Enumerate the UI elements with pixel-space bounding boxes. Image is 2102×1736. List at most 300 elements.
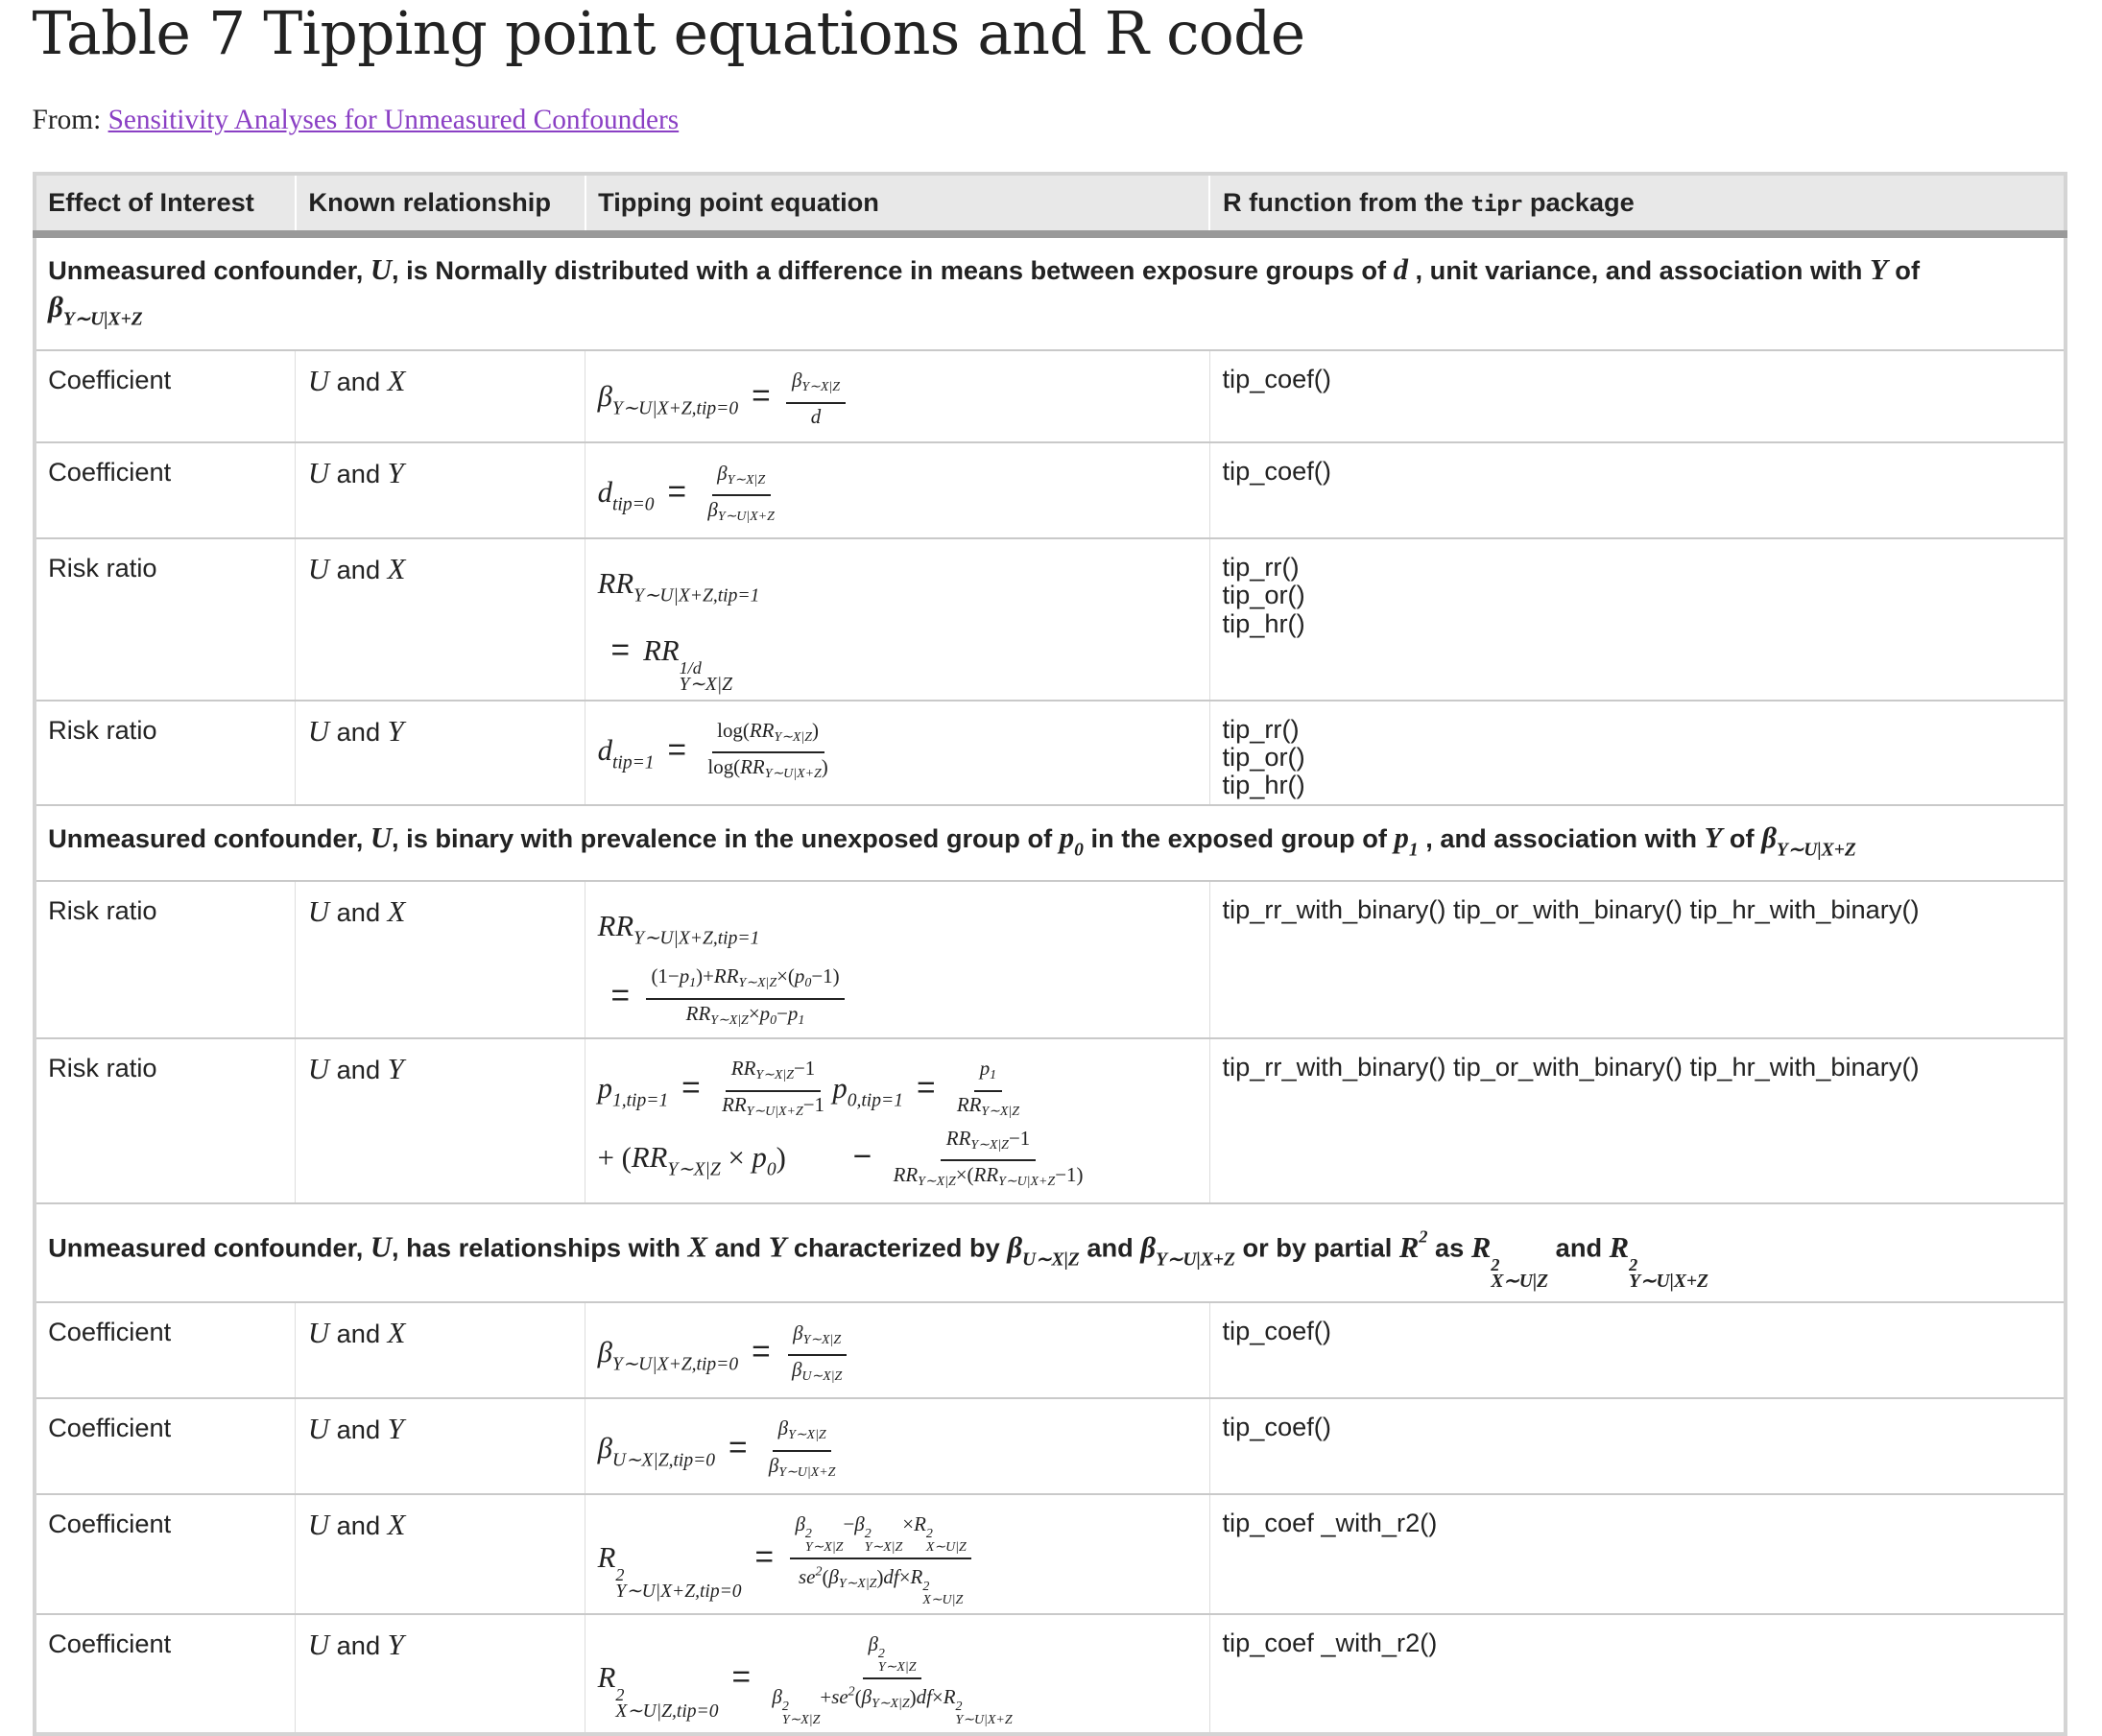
equation-cell [585, 1614, 1210, 1735]
numerator [726, 1058, 821, 1091]
math-base: β [1761, 821, 1777, 855]
subscript: Y∼X|Z [802, 1332, 842, 1347]
math-base: p [752, 1141, 767, 1175]
tipping-point-table [33, 172, 2067, 1736]
math-variable: U [307, 1052, 330, 1085]
r-function-name: tip_coef _with_r2() [1222, 1627, 1438, 1657]
text: and [329, 1319, 388, 1348]
sup-sub [878, 1648, 917, 1675]
denominator [763, 1452, 841, 1484]
superscript: 2 [815, 1564, 823, 1580]
equation-cell [585, 1302, 1210, 1398]
tipping-point-equation [598, 1058, 1198, 1198]
math-variable: Y [387, 457, 404, 490]
math-base: d [810, 405, 822, 429]
math-variable: U [370, 1230, 393, 1264]
math-variable: Y [387, 1628, 404, 1661]
subscript: Y∼X|Z [801, 380, 840, 395]
known-relationship-cell [296, 1038, 585, 1204]
math-text: × [898, 1565, 911, 1589]
math-base: R [597, 1661, 616, 1695]
math-symbol [759, 1001, 777, 1028]
sup-sub [922, 1581, 963, 1607]
math-variable: d [1393, 252, 1408, 286]
r-function-cell [1209, 1302, 2065, 1398]
math-symbol [752, 1141, 776, 1180]
math-operator: = [754, 1539, 775, 1576]
equation-cell [585, 1038, 1210, 1204]
math-variable: U [307, 894, 330, 928]
header-effect [35, 174, 296, 234]
math-symbol [883, 1567, 898, 1588]
tipping-point-equation [598, 558, 1198, 694]
denominator [703, 496, 780, 528]
math-variable: X [387, 1508, 406, 1541]
math-base: β [861, 1685, 872, 1708]
source-line [33, 105, 680, 136]
math-text: )+ [696, 964, 714, 988]
math-symbol [1394, 821, 1419, 861]
subscript: X∼U|Z [925, 1540, 967, 1556]
known-relationship-cell [296, 701, 585, 806]
math-base: p [787, 1001, 799, 1025]
math-symbol [793, 1320, 842, 1347]
subscript: 0 [1074, 840, 1084, 861]
subscript: X∼U|Z [922, 1593, 964, 1608]
text: , has relationships with [392, 1232, 688, 1263]
subscript: tip=1 [611, 751, 655, 773]
superscript: 2 [925, 1527, 933, 1542]
effect-cell: Coefficient [35, 1302, 296, 1398]
subscript: 1 [798, 1012, 805, 1028]
math-symbol [854, 1512, 903, 1556]
table-row [35, 442, 2066, 538]
math-operator: = [729, 1429, 748, 1465]
tipping-point-equation [598, 720, 1198, 790]
r-function-name: tip_coef _with_r2() [1222, 1507, 1438, 1537]
subscript: Y∼X|Z [872, 1697, 910, 1712]
math-symbol [48, 291, 143, 330]
math-symbol [597, 733, 655, 773]
table-row [35, 538, 2066, 701]
subscript: Y∼X|Z [755, 1068, 794, 1083]
math-symbol [768, 1453, 836, 1480]
math-text: + ( [597, 1141, 632, 1175]
math-base: β [793, 1320, 803, 1344]
r-function-name: tip_or() [1222, 580, 1305, 610]
math-variable: U [307, 364, 330, 397]
subscript: Y∼U|X+Z [955, 1712, 1013, 1727]
math-base: R [1609, 1230, 1630, 1264]
text: of [1722, 823, 1762, 854]
math-base: p [832, 1071, 848, 1105]
superscript: 2 [781, 1699, 789, 1714]
subscript: Y∼X|Z [970, 1138, 1009, 1153]
math-symbol [1007, 1230, 1080, 1270]
subscript: 1 [689, 976, 697, 991]
subscript: Y∼X|Z [804, 1540, 844, 1556]
text: and [329, 1629, 388, 1660]
math-text: ) [876, 1565, 884, 1589]
r-function-name: tip_coef() [1222, 456, 1331, 487]
subscript: 1 [990, 1068, 997, 1083]
math-symbol [749, 719, 813, 746]
math-symbol [943, 1685, 1013, 1727]
denominator [703, 753, 834, 785]
equation-cell [585, 442, 1210, 538]
math-base: RR [893, 1163, 919, 1187]
effect-cell: Coefficient [35, 442, 296, 538]
r-function-name: tip_rr_with_binary() tip_or_with_binary() tip_hr_with_binary() [1222, 1051, 1920, 1082]
sup-sub [926, 1528, 967, 1555]
superscript: 2 [877, 1647, 885, 1662]
math-symbol [956, 1093, 1019, 1120]
math-symbol [794, 964, 812, 991]
r-function-name: tip_rr() [1222, 713, 1300, 744]
text: and [707, 1232, 769, 1263]
math-variable: U [307, 1317, 330, 1349]
equation-cell [585, 1398, 1210, 1494]
math-operator: = [610, 977, 631, 1013]
math-variable: U [307, 1628, 330, 1661]
subscript: Y∼X|Z [738, 976, 777, 991]
math-variable: Y [768, 1230, 787, 1264]
tipping-point-equation [598, 463, 1198, 533]
math-base: β [1140, 1230, 1157, 1264]
math-symbol [597, 1336, 739, 1375]
math-variable: U [307, 1412, 330, 1445]
math-text: + [820, 1685, 832, 1708]
math-symbol [777, 1416, 826, 1443]
sup-sub [615, 1566, 741, 1601]
math-fraction [646, 965, 845, 1032]
sup-sub [956, 1700, 1013, 1727]
r-function-cell [1209, 701, 2065, 806]
math-base: β [597, 1431, 612, 1464]
subscript: 0 [770, 1012, 777, 1028]
math-variable: U [370, 252, 393, 286]
math-base: RR [685, 1001, 711, 1025]
subscript: 0 [766, 1159, 776, 1180]
r-function-cell [1209, 1398, 2065, 1494]
sup-sub [1629, 1256, 1708, 1291]
r-function-name: tip_coef() [1222, 363, 1331, 393]
denominator [888, 1161, 1088, 1193]
section-description [35, 234, 2066, 350]
math-operator: = [667, 474, 687, 511]
math-base: p [794, 964, 805, 988]
math-text: ( [854, 1685, 862, 1708]
table-row [35, 1614, 2066, 1735]
section-row [35, 1203, 2066, 1302]
section-row [35, 234, 2066, 350]
r-function-cell [1209, 1494, 2065, 1614]
math-base: RR [597, 567, 634, 601]
text: and [1079, 1232, 1141, 1263]
superscript: 2 [922, 1580, 930, 1595]
math-base: β [48, 291, 63, 324]
math-symbol [795, 1512, 844, 1556]
math-fraction [703, 463, 780, 529]
math-base: p [597, 1071, 612, 1105]
math-text: log( [717, 719, 750, 743]
math-symbol [713, 964, 777, 991]
effect-cell: Coefficient [35, 350, 296, 442]
text: , is Normally distributed with a difference in means between exposure groups of [392, 254, 1394, 285]
subscript: Y∼U|X+Z,tip=1 [633, 928, 760, 949]
math-symbol [597, 567, 760, 606]
subscript: tip=0 [611, 494, 655, 515]
math-variable: U [307, 552, 330, 585]
subscript: Y∼U|X+Z [746, 1105, 803, 1120]
numerator [788, 1322, 847, 1356]
numerator [786, 369, 845, 403]
numerator [773, 1417, 831, 1451]
math-text: ) [812, 719, 820, 743]
math-symbol [973, 1163, 1056, 1190]
math-text: ) [909, 1685, 917, 1708]
table-row [35, 1038, 2066, 1204]
math-symbol [1609, 1230, 1708, 1292]
numerator [974, 1058, 1002, 1091]
text: Unmeasured confounder, [48, 823, 370, 854]
r-function-name: tip_coef() [1222, 1411, 1331, 1441]
text: package [1522, 187, 1635, 218]
math-symbol [791, 1357, 843, 1384]
header-known-relationship [296, 174, 585, 234]
text: in the exposed group of [1083, 823, 1395, 854]
math-base: RR [740, 755, 765, 779]
math-base: d [597, 733, 612, 767]
math-base: β [1007, 1230, 1023, 1264]
math-symbol [597, 476, 655, 515]
r-function-cell [1209, 1614, 2065, 1735]
subscript: X∼U|Z [1491, 1271, 1549, 1292]
equation-cell [585, 1494, 1210, 1614]
math-symbol [811, 407, 821, 428]
text: Tipping point equation [598, 187, 879, 218]
subscript: 1,tip=1 [611, 1090, 669, 1111]
math-variable: U [370, 821, 393, 855]
math-text: (1− [651, 964, 680, 988]
math-base: df [883, 1565, 899, 1589]
text: characterized by [786, 1232, 1008, 1263]
math-variable: X [387, 894, 406, 928]
from-label: From: [32, 104, 108, 135]
tipping-point-equation [598, 1417, 1198, 1487]
math-variable: X [687, 1230, 708, 1264]
denominator [716, 1092, 829, 1124]
section-row [35, 805, 2066, 881]
superscript: 2 [1629, 1254, 1638, 1274]
table-row [35, 701, 2066, 806]
effect-cell: Risk ratio [35, 538, 296, 701]
effect-cell: Coefficient [35, 1614, 296, 1735]
text: and [329, 1510, 388, 1540]
source-article-link[interactable]: Sensitivity Analyses for Unmeasured Confounders [107, 104, 680, 135]
math-base: β [777, 1416, 789, 1440]
math-variable: X [387, 552, 406, 585]
table-row [35, 1398, 2066, 1494]
r-function-name: tip_rr_with_binary() tip_or_with_binary() tip_hr_with_binary() [1222, 893, 1920, 924]
r-function-name: tip_or() [1222, 741, 1305, 772]
numerator [790, 1513, 972, 1559]
section-description [35, 805, 2066, 881]
math-fraction [888, 1128, 1088, 1194]
math-base: RR [730, 1057, 756, 1081]
known-relationship-cell [296, 1398, 585, 1494]
text: , is binary with prevalence in the unexposed group of [392, 823, 1060, 854]
math-fraction [703, 720, 834, 786]
math-base: β [717, 461, 728, 485]
table-row [35, 881, 2066, 1038]
math-operator: = [916, 1069, 936, 1106]
math-symbol [685, 1001, 749, 1028]
superscript: 2 [615, 1565, 625, 1585]
math-symbol [597, 910, 760, 949]
math-variable: Y [387, 714, 404, 748]
math-base: se [799, 1565, 816, 1589]
math-base: β [597, 380, 612, 414]
math-operator: = [752, 378, 771, 415]
sup-sub [1491, 1256, 1548, 1291]
known-relationship-cell [296, 350, 585, 442]
math-variable: Y [1869, 252, 1888, 286]
text: and [329, 459, 388, 489]
math-symbol [1761, 821, 1856, 861]
superscript: 2 [615, 1685, 625, 1705]
text: or by partial [1234, 1232, 1399, 1263]
math-variable: X [387, 1317, 406, 1349]
math-base: p [759, 1001, 771, 1025]
math-base: RR [956, 1093, 982, 1117]
r-function-name: tip_hr() [1222, 770, 1305, 800]
math-base: p [679, 964, 690, 988]
text: , and association with [1418, 823, 1705, 854]
math-base: R [914, 1512, 926, 1536]
text: of [1887, 254, 1921, 285]
effect-cell: Risk ratio [35, 881, 296, 1038]
math-base: β [772, 1685, 782, 1708]
math-variable: U [307, 457, 330, 490]
math-symbol [1140, 1230, 1235, 1270]
subscript: Y∼U|X+Z [998, 1175, 1056, 1190]
subscript: Y∼X|Z [667, 1159, 721, 1180]
math-text: − [843, 1512, 855, 1536]
subscript: Y∼U|X+Z,tip=0 [611, 1354, 739, 1375]
math-text: ) [776, 1141, 786, 1175]
denominator [767, 1679, 1017, 1727]
math-variable: X [387, 364, 406, 397]
math-symbol [597, 1661, 719, 1723]
subscript: Y∼X|Z [710, 1012, 749, 1028]
math-text: × [902, 1512, 915, 1536]
page-title: Table 7 Tipping point equations and R code [32, 0, 1305, 68]
math-base: p [1394, 821, 1409, 855]
math-base: R [1398, 1230, 1420, 1264]
math-symbol [914, 1512, 967, 1556]
math-variable: Y [387, 1052, 404, 1085]
math-symbol [832, 1071, 903, 1111]
math-operator: = [731, 1659, 752, 1696]
math-base: β [795, 1512, 805, 1536]
sup-sub [805, 1528, 844, 1555]
table-row [35, 1494, 2066, 1614]
section-description [35, 1203, 2066, 1302]
r-function-cell [1209, 538, 2065, 701]
math-symbol [831, 1684, 855, 1708]
text: and [329, 896, 388, 927]
math-operator: = [752, 1334, 771, 1370]
equation-cell [585, 538, 1210, 701]
math-base: RR [722, 1093, 747, 1117]
header-equation [585, 174, 1210, 234]
math-symbol [643, 633, 733, 695]
denominator [681, 1000, 810, 1032]
subscript: Y∼U|X+Z [717, 509, 775, 524]
math-base: RR [713, 964, 739, 988]
subscript: Y∼U|X+Z [1156, 1248, 1235, 1270]
math-base: RR [597, 910, 634, 943]
text: Unmeasured confounder, [48, 254, 370, 285]
math-symbol [868, 1632, 917, 1676]
superscript: 2 [804, 1527, 812, 1542]
r-function-cell [1209, 881, 2065, 1038]
math-fraction [951, 1058, 1024, 1124]
text: R function from the [1222, 187, 1471, 218]
superscript: 2 [1491, 1254, 1500, 1274]
text: and [329, 554, 388, 584]
denominator [786, 1356, 847, 1388]
text: and [1548, 1232, 1610, 1263]
equation-cell [585, 881, 1210, 1038]
r-function-cell [1209, 1038, 2065, 1204]
math-text: × [720, 1141, 752, 1175]
subscript: Y∼X|Z [877, 1660, 917, 1676]
superscript: 1/d [679, 657, 702, 678]
math-variable: Y [387, 1412, 404, 1445]
subscript: X∼U|Z,tip=0 [615, 1701, 719, 1723]
subscript: Y∼X|Z [864, 1540, 903, 1556]
text: Unmeasured confounder, [48, 1232, 370, 1263]
math-symbol [707, 497, 775, 524]
sup-sub [680, 659, 732, 694]
known-relationship-cell [296, 442, 585, 538]
subscript: Y∼X|Z [781, 1712, 821, 1727]
subscript: 1 [1408, 840, 1419, 861]
math-variable: Y [1704, 821, 1723, 855]
subscript: U∼X|Z,tip=0 [611, 1450, 716, 1471]
math-text: −1 [793, 1057, 816, 1081]
table-row [35, 350, 2066, 442]
subscript: Y∼U|X+Z,tip=0 [611, 398, 739, 419]
math-base: R [943, 1685, 956, 1708]
math-base: β [791, 369, 802, 392]
known-relationship-cell [296, 1494, 585, 1614]
header-r-function [1209, 174, 2065, 234]
math-symbol [597, 380, 739, 419]
text: and [329, 1054, 388, 1084]
subscript: 0 [804, 976, 812, 991]
math-base: β [828, 1565, 839, 1589]
math-symbol [910, 1565, 964, 1608]
math-symbol [597, 1431, 716, 1471]
superscript: 2 [1419, 1226, 1428, 1247]
math-base: β [854, 1512, 865, 1536]
subscript: U∼X|Z [1022, 1248, 1080, 1270]
effect-cell: Coefficient [35, 1494, 296, 1614]
sup-sub [615, 1686, 718, 1721]
